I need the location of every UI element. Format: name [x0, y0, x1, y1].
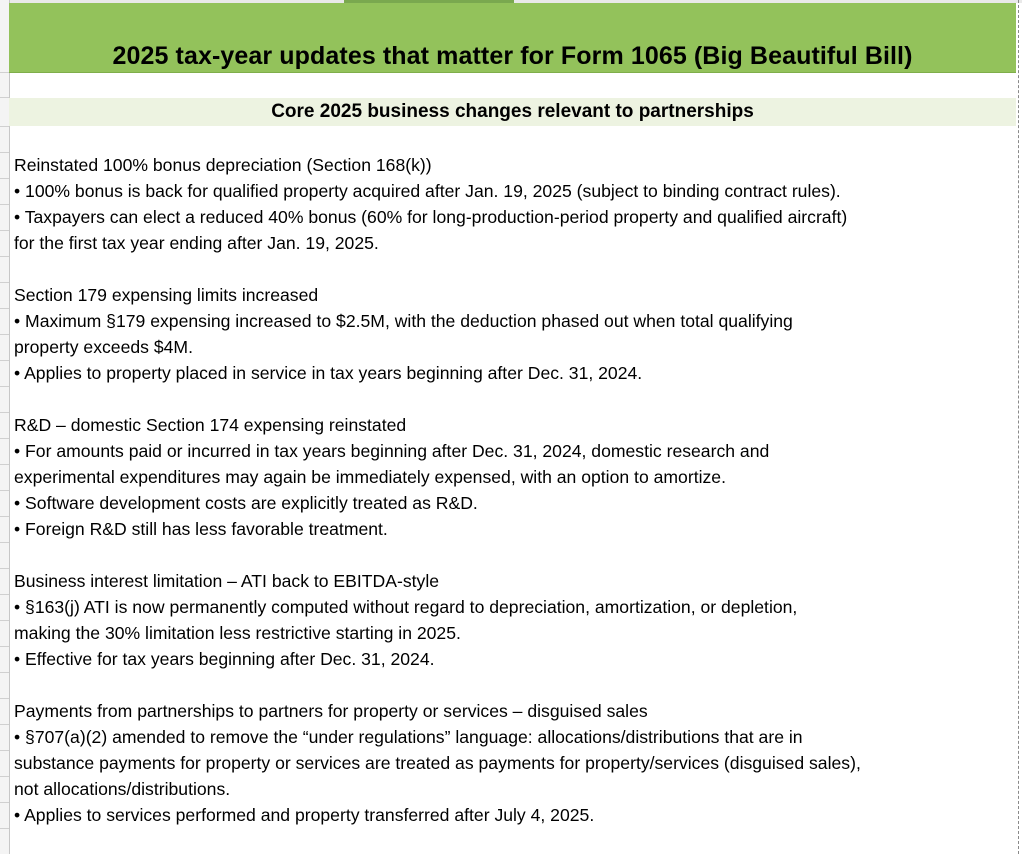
row-divider: [0, 308, 9, 309]
section-disguised-sales: [14, 698, 1014, 828]
row-divider: [0, 646, 9, 647]
section-179-expensing: [14, 282, 1014, 386]
row-divider: [0, 828, 9, 829]
bullet-line: • Taxpayers can elect a reduced 40% bonus (60% for long-production-period property and qualified aircraft): [14, 207, 848, 227]
row-divider: [0, 256, 9, 257]
bullet-line: substance payments for property or services are treated as payments for property/services (disguised sales),: [14, 753, 861, 773]
bullet-line: for the first tax year ending after Jan. 19, 2025.: [14, 233, 379, 253]
section-heading: R&D – domestic Section 174 expensing reinstated: [14, 415, 407, 435]
row-divider: [0, 386, 9, 387]
bullet-line: • Applies to property placed in service in tax years beginning after Dec. 31, 2024.: [14, 363, 643, 383]
row-divider: [0, 360, 9, 361]
bullet-line: • Software development costs are explicitly treated as R&D.: [14, 493, 478, 513]
row-divider: [0, 724, 9, 725]
bullet-line: making the 30% limitation less restrictive starting in 2025.: [14, 623, 461, 643]
bullet-line: • §163(j) ATI is now permanently computed without regard to depreciation, amortization, or depletion,: [14, 597, 798, 617]
row-header-strip[interactable]: [0, 0, 10, 854]
bullet-line: • Applies to services performed and property transferred after July 4, 2025.: [14, 805, 595, 825]
row-divider: [0, 672, 9, 673]
bullet-line: • For amounts paid or incurred in tax years beginning after Dec. 31, 2024, domestic research and: [14, 441, 770, 461]
bullet-line: • §707(a)(2) amended to remove the “under regulations” language: allocations/distributions that are in: [14, 727, 803, 747]
row-divider: [0, 620, 9, 621]
subtitle-cell[interactable]: [9, 98, 1016, 126]
bullet-line: • 100% bonus is back for qualified property acquired after Jan. 19, 2025 (subject to binding contract rules).: [14, 181, 841, 201]
row-divider: [0, 178, 9, 179]
row-divider: [0, 516, 9, 517]
row-divider: [0, 490, 9, 491]
row-divider: [0, 750, 9, 751]
row-divider: [0, 72, 9, 73]
row-divider: [0, 464, 9, 465]
bullet-line: • Maximum §179 expensing increased to $2.5M, with the deduction phased out when total qualifying: [14, 311, 793, 331]
bullet-line: • Foreign R&D still has less favorable treatment.: [14, 519, 388, 539]
row-divider: [0, 334, 9, 335]
row-divider: [0, 776, 9, 777]
row-divider: [0, 568, 9, 569]
row-divider: [0, 126, 9, 127]
row-divider: [0, 802, 9, 803]
row-divider: [0, 152, 9, 153]
section-heading: Section 179 expensing limits increased: [14, 285, 319, 305]
row-divider: [0, 412, 9, 413]
row-divider: [0, 230, 9, 231]
row-divider: [0, 97, 9, 98]
row-divider: [0, 594, 9, 595]
section-rd-174: [14, 412, 1014, 542]
bullet-line: • Effective for tax years beginning after Dec. 31, 2024.: [14, 649, 435, 669]
row-divider: [0, 698, 9, 699]
section-business-interest: [14, 568, 1014, 672]
row-divider: [0, 204, 9, 205]
section-bonus-depreciation: [14, 152, 1014, 256]
page-break-line: [1018, 0, 1019, 854]
content-cell[interactable]: [14, 152, 1014, 854]
title-cell[interactable]: [9, 3, 1016, 73]
bullet-line: not allocations/distributions.: [14, 779, 231, 799]
section-heading: Reinstated 100% bonus depreciation (Section 168(k)): [14, 155, 432, 175]
bullet-line: experimental expenditures may again be immediately expensed, with an option to amortize.: [14, 467, 726, 487]
section-heading: Payments from partnerships to partners for property or services – disguised sales: [14, 701, 648, 721]
section-heading: Business interest limitation – ATI back to EBITDA-style: [14, 571, 440, 591]
row-divider: [0, 438, 9, 439]
row-divider: [0, 542, 9, 543]
row-divider: [0, 282, 9, 283]
section-subtitle: Core 2025 business changes relevant to partnerships: [271, 101, 754, 122]
sheet-title: 2025 tax-year updates that matter for Form 1065 (Big Beautiful Bill): [112, 41, 913, 70]
bullet-line: property exceeds $4M.: [14, 337, 193, 357]
